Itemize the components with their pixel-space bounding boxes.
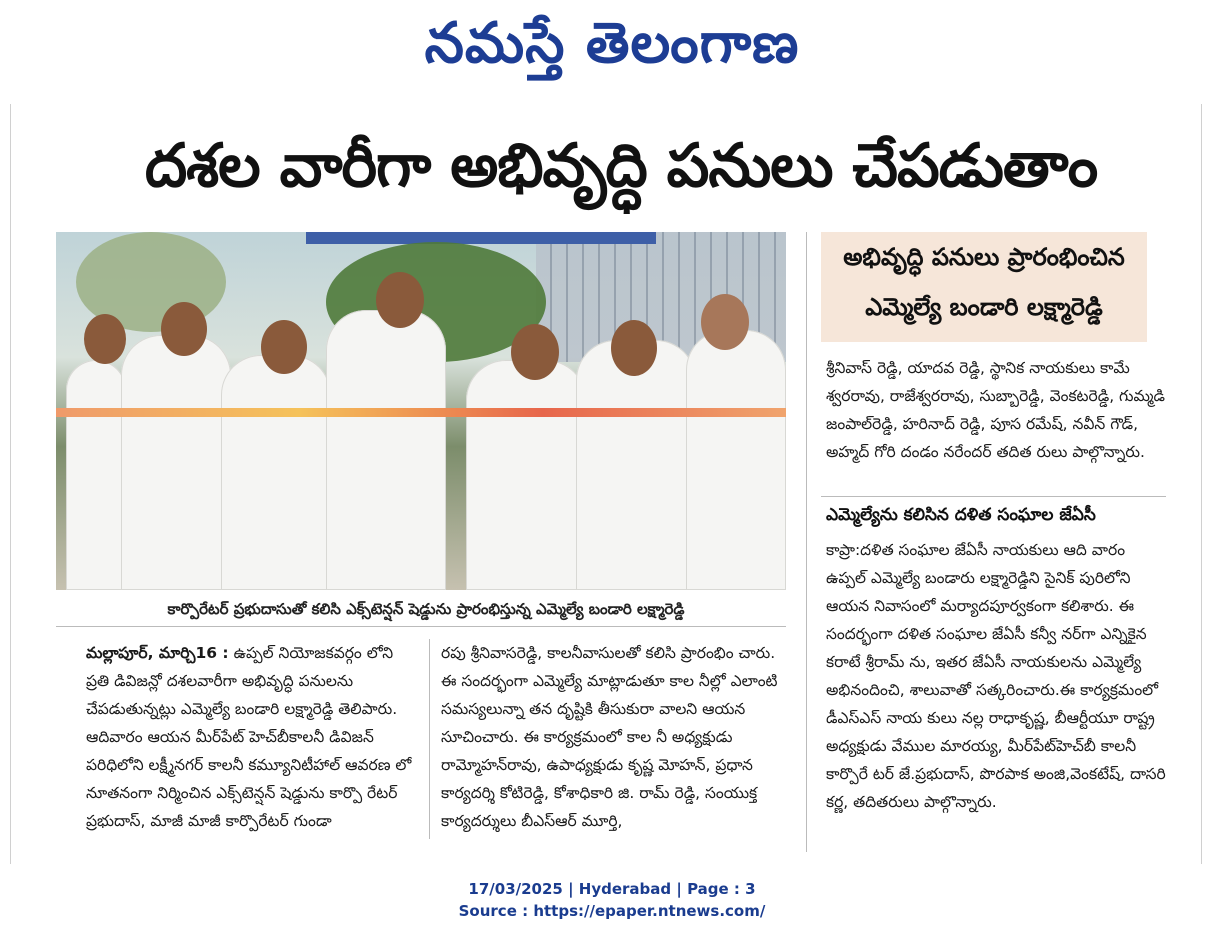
second-story-headline: ఎమ్మెల్యేను కలిసిన దళిత సంఘాల జేఏసీ <box>826 505 1096 525</box>
article-column-2-text: రపు శ్రీనివాసరెడ్డి, కాలనీవాసులతో కలిసి ప్రారంభిం చారు. ఈ సందర్భంగా ఎమ్మెల్యే మాట్లాడుతూ కాల నీల్లో ఎలాంటి సమస్యలున్నా తన దృష్టికి తీసుకురా వాలని ఆయన సూచించారు. ఈ కార్యక్రమంలో కాల నీ అధ్యక్షుడు రామ్మోహన్‌రావు, ఉపాధ్యక్షుడు కృష్ణ మోహన్, ప్రధాన కార్యదర్శి కోటిరెడ్డి, కోశాధికారి జి. రామ్ రెడ్డి, సంయుక్త కార్యదర్శులు బీఎస్ఆర్ మూర్తి, <box>441 644 778 830</box>
divider <box>821 496 1166 497</box>
photo-head <box>161 302 207 356</box>
article-column-3-text: శ్రీనివాస్ రెడ్డి, యాదవ రెడ్డి, స్థానిక నాయకులు కామే శ్వరరావు, రాజేశ్వరరావు, సుబ్బారెడ్డి, వెంకటరెడ్డి, గుమ్మడి జంపాల్‌రెడ్డి, హరినాద్ రెడ్డి, పూస రమేష్, నవీన్ గౌడ్, అహ్మద్ గోరి దండం నరేందర్ తదిత రులు పాల్గొన్నారు. <box>826 359 1165 461</box>
photo-head <box>511 324 559 380</box>
photo-head <box>261 320 307 374</box>
photo-person <box>221 355 331 590</box>
side-box-line-2: ఎమ్మెల్యే బండారి లక్ష్మారెడ్డి <box>865 293 1103 321</box>
photo-person <box>121 335 231 590</box>
photo-person <box>326 310 446 590</box>
photo-person <box>66 360 126 590</box>
column-rule <box>806 232 807 852</box>
photo-person <box>576 340 696 590</box>
article-column-3 <box>826 354 1166 494</box>
photo-beam <box>306 232 656 244</box>
footer-source-line: Source : https://epaper.ntnews.com/ <box>458 902 766 920</box>
article-column-2 <box>441 639 786 839</box>
side-highlight-box <box>821 232 1147 342</box>
article-column-1 <box>86 639 421 839</box>
photo-caption: కార్పొరేటర్ ప్రభుదాసుతో కలిసి ఎక్స్‌టెన్షన్ షెడ్డును ప్రారంభిస్తున్న ఎమ్మెల్యే బండారి లక్ష్మారెడ్డి <box>167 600 685 618</box>
column-rule <box>429 639 430 839</box>
news-photo <box>56 232 786 590</box>
page-footer <box>0 878 1224 922</box>
ribbon <box>56 408 786 417</box>
second-story-text: కాప్రా:దళిత సంఘాల జేఏసీ నాయకులు ఆది వారం ఉప్పల్ ఎమ్మెల్యే బండారు లక్ష్మారెడ్డిని సైనిక్ పురిలోని ఆయన నివాసంలో మర్యాదపూర్వకంగా కలిశారు. ఈ సందర్భంగా దళిత సంఘాల జేఏసీ కన్వీ నర్‌గా ఎన్నికైన కరాటే శ్రీరామ్ ను, ఇతర జేఏసీ నాయకులను ఎమ్మెల్యే అభినందించి, శాలువాతో సత్కరించారు.ఈ కార్యక్రమంలో డీఎస్ఎస్ నాయ కులు నల్ల రాధాకృష్ణ, బీఆర్టీయూ రాష్ట్ర అధ్యక్షుడు వేముల మారయ్య, మీర్‌పేట్‌హెచ్‌బీ కాలనీ కార్పొరే టర్ జే.ప్రభుదాస్, పొరపాక అంజి,వెంకటేష్, దాసరి కర్ణ, తదితరులు పాల్గొన్నారు. <box>826 541 1166 811</box>
masthead <box>0 0 1224 96</box>
newspaper-page <box>10 104 1202 864</box>
photo-head <box>611 320 657 376</box>
main-headline: దశల వారీగా అభివృద్ధి పనులు చేపడుతాం <box>144 131 1098 201</box>
divider <box>56 626 786 627</box>
article-column-1-text: ఉప్పల్ నియోజకవర్గం లోని ప్రతి డివిజన్లో దశలవారీగా అభివృద్ధి పనులను చేపడుతున్నట్లు ఎమ్మెల్యే బండారి లక్ష్మారెడ్డి తెలిపారు. ఆదివారం ఆయన మీర్‌పేట్ హెచ్‌బీకాలనీ డివిజన్ పరిధిలోని లక్ష్మీనగర్ కాలనీ కమ్యూనిటీహాల్ ఆవరణ లో నూతనంగా నిర్మించిన ఎక్స్‌టెన్షన్ షెడ్డును కార్పొ రేటర్ ప్రభుదాస్, మాజీ మాజీ కార్పొరేటర్ గుండా <box>86 644 412 830</box>
second-story-body <box>826 536 1166 846</box>
photo-person <box>686 330 786 590</box>
photo-head <box>84 314 126 364</box>
newspaper-title: నమస్తే తెలంగాణ <box>424 11 800 76</box>
side-box-line-1: అభివృద్ధి పనులు ప్రారంభించిన <box>843 243 1125 271</box>
photo-head <box>701 294 749 350</box>
article-dateline: మల్లాపూర్, మార్చి16 : <box>86 644 229 662</box>
photo-head <box>376 272 424 328</box>
photo-person <box>466 360 586 590</box>
footer-date-line: 17/03/2025 | Hyderabad | Page : 3 <box>468 880 756 898</box>
